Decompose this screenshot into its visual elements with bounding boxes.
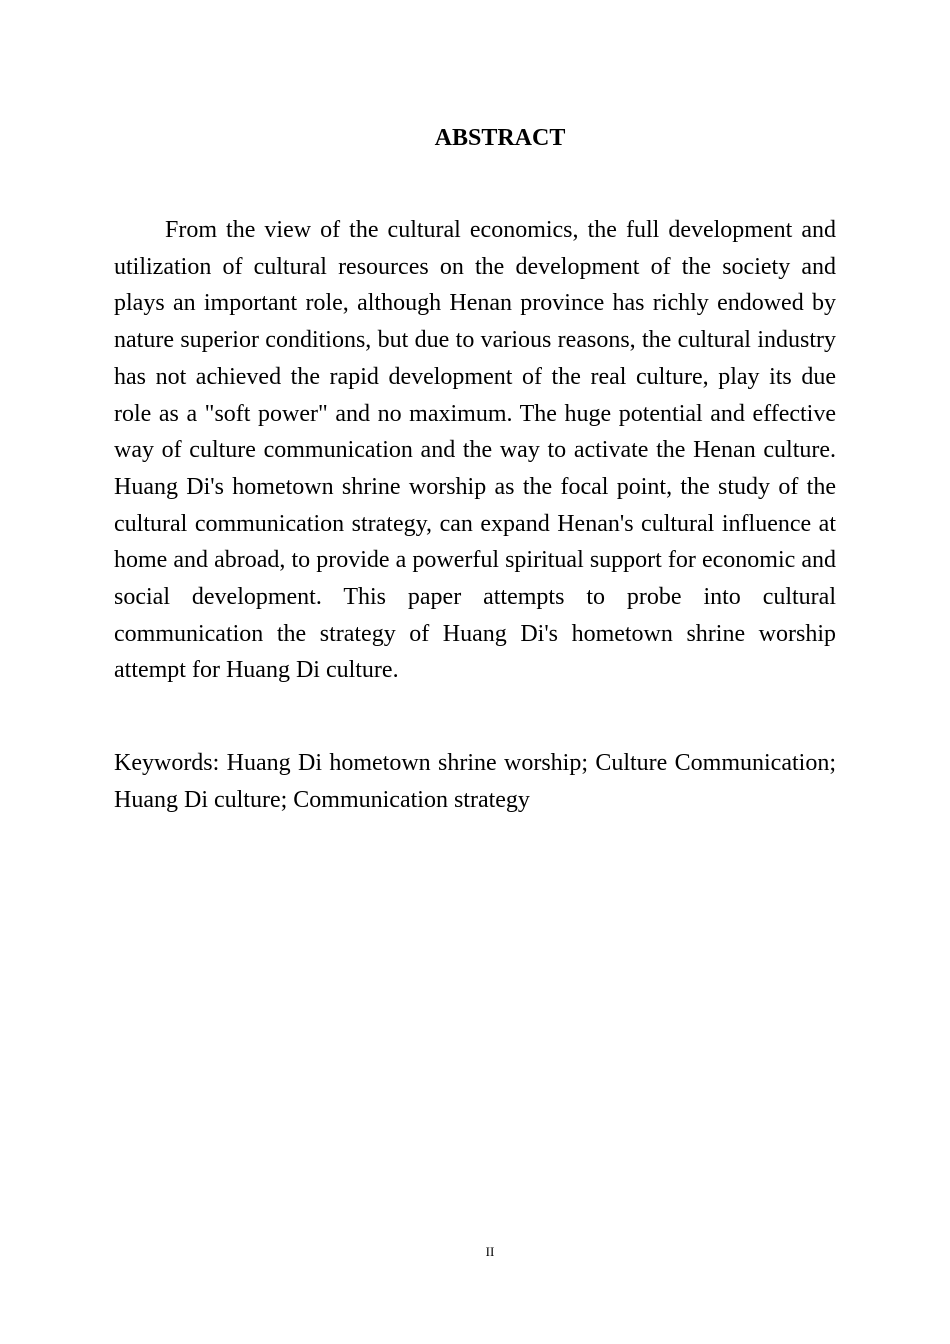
abstract-title: ABSTRACT — [434, 125, 566, 151]
keywords-paragraph: Keywords: Huang Di hometown shrine worship; Culture Communication; Huang Di culture; Communication strategy — [114, 750, 836, 813]
page-number: II — [485, 1244, 495, 1259]
abstract-paragraph: From the view of the cultural economics, the full development and utilization of cultural resources on the development of the society and plays an important role, although Henan province has richly endowed by nature superior conditions, but due to various reasons, the cultural industry has not achieved the rapid development of the real culture, play its due role as a "soft power" and no maximum. The huge potential and effective way of culture communication and the way to activate the Henan culture. Huang Di's hometown shrine worship as the focal point, the study of the cultural communication strategy, can expand Henan's cultural influence at home and abroad, to provide a powerful spiritual support for economic and social development. This paper attempts to probe into cultural communication the strategy of Huang Di's hometown shrine worship attempt for Huang Di culture. — [114, 217, 836, 684]
